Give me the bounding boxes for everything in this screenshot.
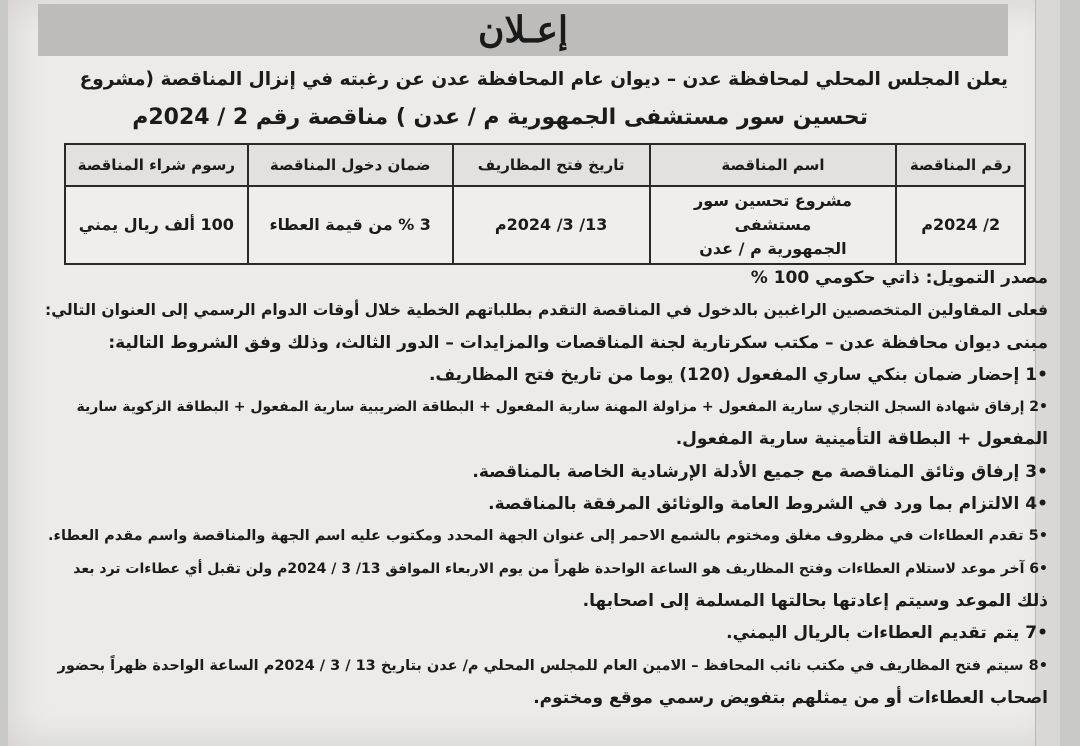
tender-table xyxy=(64,143,1026,265)
condition-8-line-2: اصحاب العطاءات أو من يمثلهم بتفويض رسمي موقع ومختوم. xyxy=(533,687,1048,708)
condition-3: •3 إرفاق وثائق المناقصة مع جميع الأدلة الإرشادية الخاصة بالمناقصة. xyxy=(472,461,1048,482)
newspaper-page xyxy=(8,0,1060,746)
intro-line-2: تحسين سور مستشفى الجمهورية م / عدن ) مناقصة رقم 2 / 2024م xyxy=(132,105,868,130)
header-tender-name: اسم المناقصة xyxy=(650,144,897,186)
condition-6-line-1: •6 آخر موعد لاستلام العطاءات وفتح المظاريف هو الساعة الواحدة ظهراً من يوم الاربعاء الموافق 13/ 3 / 2024م ولن تقبل أي عطاءات ترد بعد xyxy=(73,560,1048,577)
condition-2-line-2: المفعول + البطاقة التأمينية سارية المفعول. xyxy=(675,429,1048,450)
funding-source: مصدر التمويل: ذاتي حكومي 100 % xyxy=(750,268,1048,288)
condition-4: •4 الالتزام بما ورد في الشروط العامة والوثائق المرفقة بالمناقصة. xyxy=(488,494,1048,515)
tender-table-header-row xyxy=(65,144,1025,186)
announcement-body xyxy=(44,262,1048,714)
condition-1: •1 إحضار ضمان بنكي ساري المفعول (120) يوما من تاريخ فتح المظاريف. xyxy=(428,364,1048,385)
header-tender-number: رقم المناقصة xyxy=(896,144,1025,186)
tender-name-line-2: الجمهورية م / عدن xyxy=(699,239,847,258)
cell-open-date: 13/ 3/ 2024م xyxy=(453,186,650,264)
tender-table-row xyxy=(65,186,1025,264)
announcement-banner xyxy=(38,4,1008,56)
condition-2-line-1: •2 إرفاق شهادة السجل التجاري سارية المفعول + مزاولة المهنة سارية المفعول + البطاقة الضريبية سارية المفعول + البطاقة الزكوية سارية xyxy=(76,399,1048,416)
cell-guarantee: 3 % من قيمة العطاء xyxy=(248,186,453,264)
tender-name-line-1: مشروع تحسين سور مستشفى xyxy=(694,191,852,234)
condition-6-line-2: ذلك الموعد وسيتم إعادتها بحالتها المسلمة إلى اصحابها. xyxy=(582,590,1048,611)
intro-paragraph xyxy=(58,60,1008,136)
cell-tender-name xyxy=(650,186,897,264)
announcement-title: إعـلان xyxy=(478,9,568,51)
intro-line-1: يعلن المجلس المحلي لمحافظة عدن – ديوان عام المحافظة عدن عن رغبته في إنزال المناقصة (مشروع xyxy=(79,69,1008,90)
condition-5: •5 تقدم العطاءات في مظروف مغلق ومختوم بالشمع الاحمر إلى عنوان الجهة المحدد ومكتوب عليه اسم الجهة والمناقصة واسم مقدم العطاء. xyxy=(48,528,1048,545)
condition-7: •7 يتم تقديم العطاءات بالريال اليمني. xyxy=(726,623,1048,644)
invitation-line-1: فعلى المقاولين المتخصصين الراغبين بالدخول في المناقصة التقدم بطلباتهم الخطية خلال أوقات الدوام الرسمي إلى العنوان التالي: xyxy=(45,301,1048,320)
invitation-line-2: مبنى ديوان محافظة عدن – مكتب سكرتارية لجنة المناقصات والمزايدات – الدور الثالث، وذلك وفق الشروط التالية: xyxy=(108,332,1048,353)
condition-8-line-1: •8 سيتم فتح المظاريف في مكتب نائب المحافظ – الامين العام للمجلس المحلي م/ عدن بتاريخ 13 / 3 / 2024م الساعة الواحدة ظهراً بحضور xyxy=(57,657,1048,674)
header-open-date: تاريخ فتح المظاريف xyxy=(453,144,650,186)
header-fee: رسوم شراء المناقصة xyxy=(65,144,248,186)
cell-fee: 100 ألف ريال يمني xyxy=(65,186,248,264)
header-guarantee: ضمان دخول المناقصة xyxy=(248,144,453,186)
cell-tender-number: 2/ 2024م xyxy=(896,186,1025,264)
